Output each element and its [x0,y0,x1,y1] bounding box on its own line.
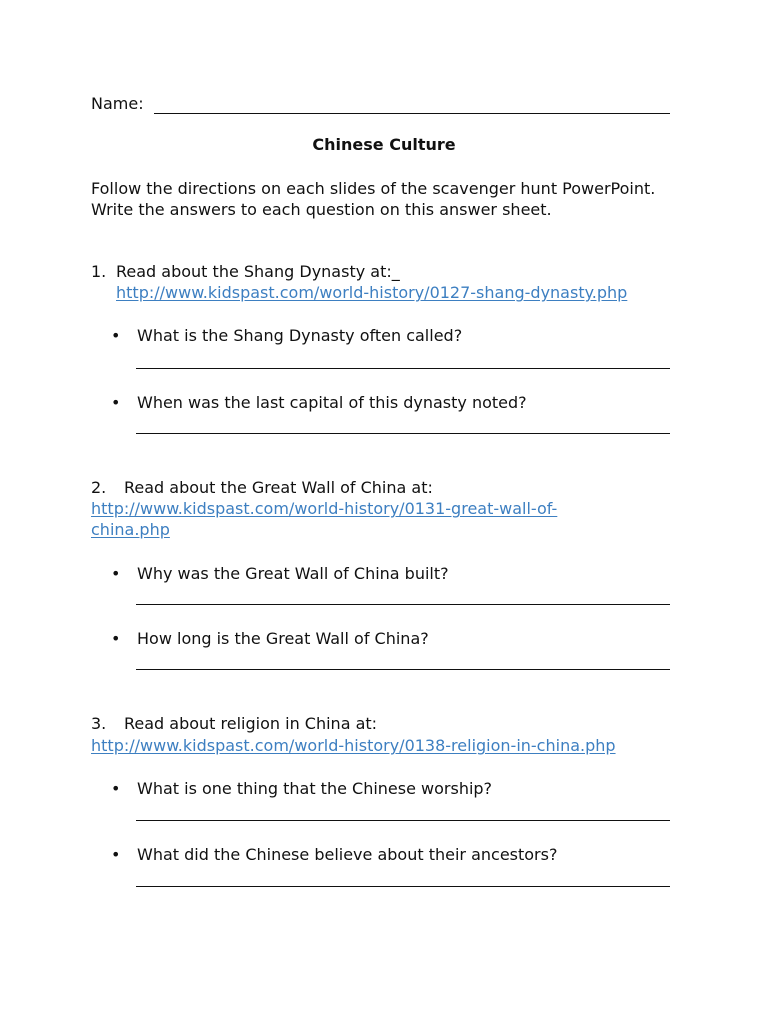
answer-line-1b[interactable] [136,433,670,434]
answer-line-2b[interactable] [136,669,670,670]
question-1b: When was the last capital of this dynasty noted? [137,393,527,412]
bullet-icon: • [111,779,121,798]
bullet-icon: • [111,564,121,583]
bullet-icon: • [111,326,121,345]
bullet-icon: • [111,845,121,864]
section-2-link-line-2[interactable]: china.php [91,520,170,539]
section-3-link[interactable]: http://www.kidspast.com/world-history/0138-religion-in-china.php [91,736,616,755]
question-3a: What is one thing that the Chinese worship? [137,779,493,798]
section-1-prompt: Read about the Shang Dynasty at:_ [116,262,400,281]
section-1-number: 1. [91,262,107,281]
page-title: Chinese Culture [312,135,456,154]
bullet-icon: • [111,629,121,648]
question-1a: What is the Shang Dynasty often called? [137,326,463,345]
section-1-link[interactable]: http://www.kidspast.com/world-history/0127-shang-dynasty.php [116,283,628,302]
question-2b: How long is the Great Wall of China? [137,629,429,648]
answer-line-3b[interactable] [136,886,670,887]
section-2-prompt: Read about the Great Wall of China at: [124,478,433,497]
answer-line-1a[interactable] [136,368,670,369]
section-3-prompt: Read about religion in China at: [124,714,378,733]
section-2-number: 2. [91,478,107,497]
answer-line-3a[interactable] [136,820,670,821]
intro-paragraph: Follow the directions on each slides of the scavenger hunt PowerPoint. Write the answers to each question on this answer sheet. [91,179,656,219]
section-3-number: 3. [91,714,107,733]
question-3b: What did the Chinese believe about their ancestors? [137,845,558,864]
question-2a: Why was the Great Wall of China built? [137,564,449,583]
answer-line-2a[interactable] [136,604,670,605]
name-label: Name: [91,94,144,113]
section-2-link-line-1[interactable]: http://www.kidspast.com/world-history/0131-great-wall-of- [91,499,558,518]
name-answer-line[interactable] [154,113,670,114]
bullet-icon: • [111,393,121,412]
